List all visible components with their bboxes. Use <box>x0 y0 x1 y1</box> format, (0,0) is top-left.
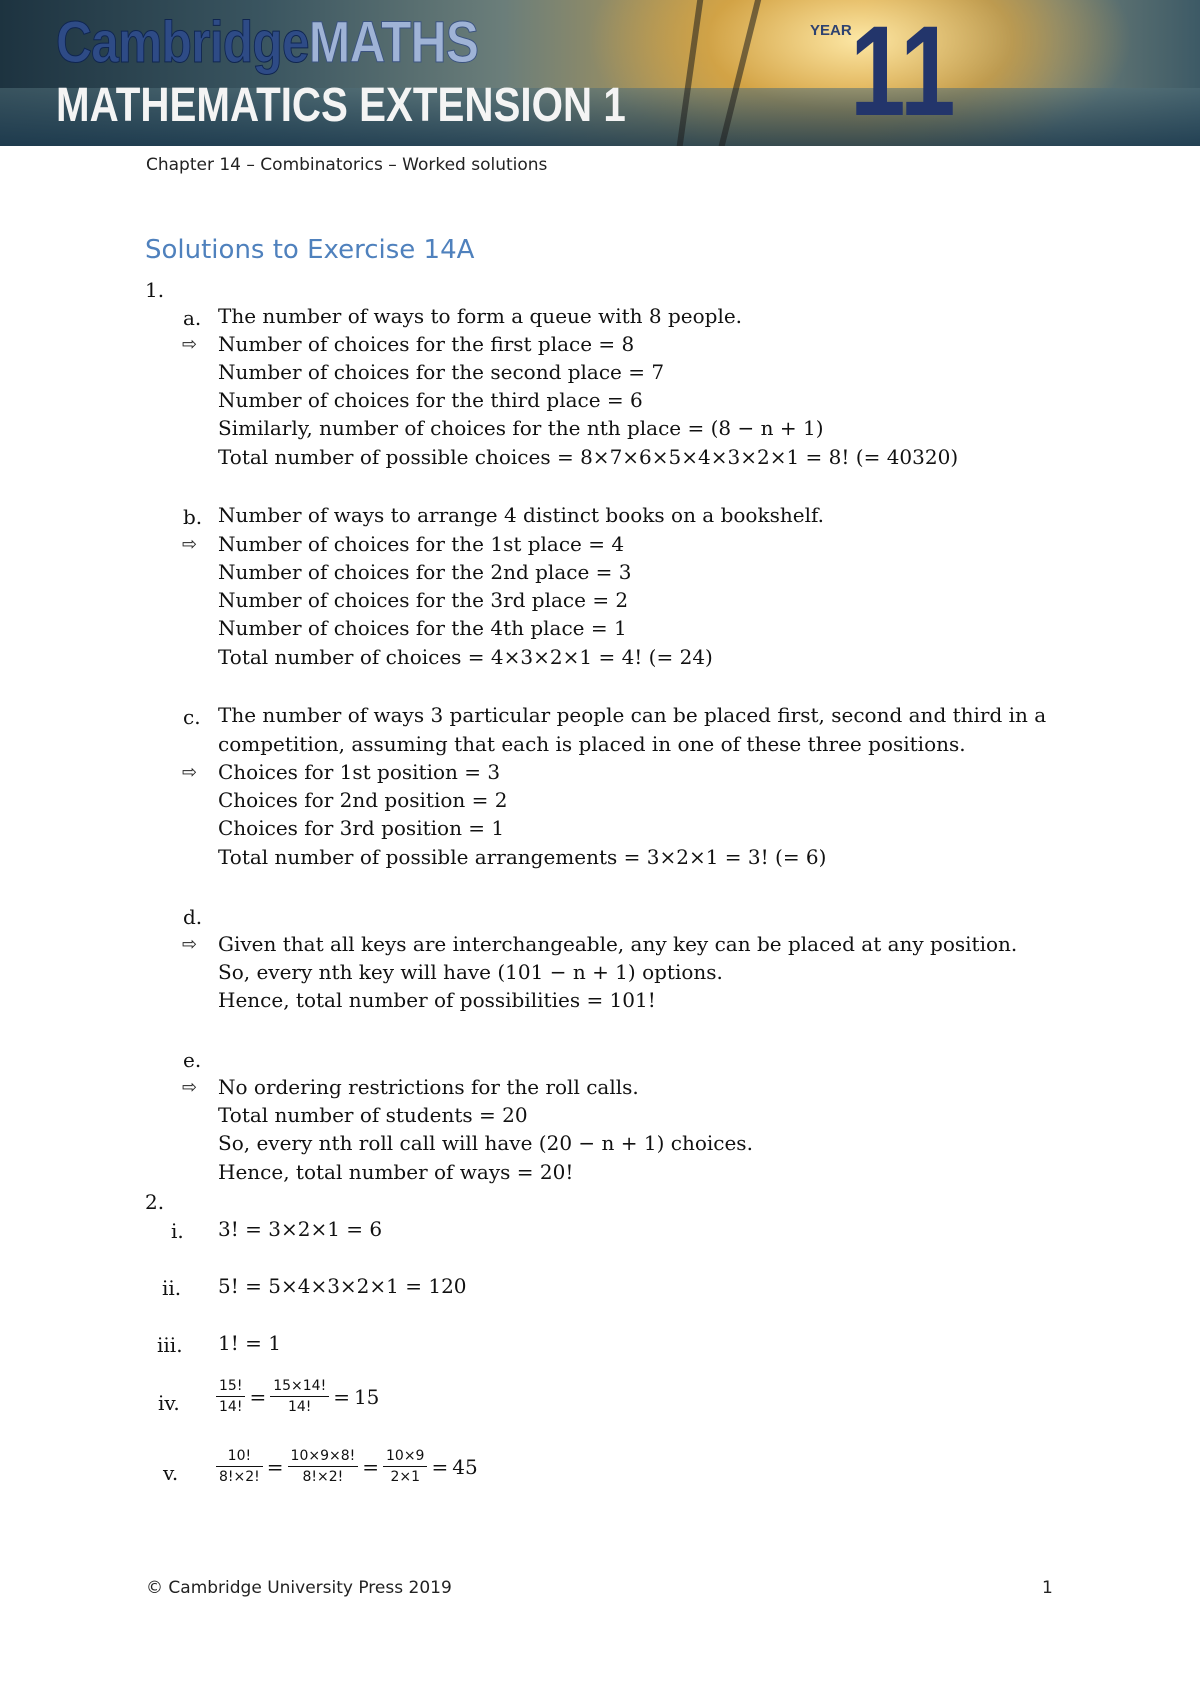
part-label: iv. <box>158 1391 180 1415</box>
fraction: $\frac{10\times 9}{2\times 1}$ <box>383 1448 427 1485</box>
solution-line: Choices for 1st position = 3 <box>218 760 501 784</box>
solution-line: Number of choices for the 2nd place = 3 <box>218 560 632 584</box>
copyright-footer: © Cambridge University Press 2019 <box>146 1578 452 1598</box>
solution-line: 3! = 3×2×1 = 6 <box>218 1217 383 1241</box>
solution-line: 1! = 1 <box>218 1331 281 1355</box>
subject-title: MATHEMATICS EXTENSION 1 <box>56 79 626 132</box>
year-number: 11 <box>850 0 956 143</box>
result-value: 15 <box>353 1384 380 1409</box>
solution-line: Total number of choices = 4×3×2×1 = 4! (= 24) <box>218 645 713 669</box>
part-question: Number of ways to arrange 4 distinct books on a bookshelf. <box>218 503 825 527</box>
chapter-heading: Chapter 14 – Combinatorics – Worked solutions <box>146 155 548 175</box>
fraction: $\frac{10\times 9\times 8!}{8!\times 2!}$ <box>288 1448 359 1485</box>
solution-line: Hence, total number of ways = 20! <box>218 1160 574 1184</box>
arrow-icon: ⇨ <box>182 762 198 783</box>
solution-line: Number of choices for the 3rd place = 2 <box>218 588 629 612</box>
part-question: competition, assuming that each is placed in one of these three positions. <box>218 732 966 756</box>
fraction: $\frac{15\times 14!}{14!}$ <box>270 1378 329 1415</box>
arrow-icon: ⇨ <box>182 934 198 955</box>
arrow-icon: ⇨ <box>182 534 198 555</box>
part-label: a. <box>183 306 202 330</box>
solution-line: Number of choices for the first place = 8 <box>218 332 635 356</box>
question-number: 2. <box>145 1190 165 1214</box>
fraction: $\frac{10!}{8!\times 2!}$ <box>216 1448 263 1485</box>
fraction: $\frac{15!}{14!}$ <box>216 1378 245 1415</box>
solution-line: Number of choices for the third place = 6 <box>218 388 643 412</box>
solution-line: Given that all keys are interchangeable, any key can be placed at any position. <box>218 932 1018 956</box>
fraction-equation: $\frac{15!}{14!}$ = $\frac{15\times 14!}{14!}$ = 15 <box>216 1378 379 1415</box>
part-question: The number of ways to form a queue with 8 people. <box>218 304 743 328</box>
solution-line: Choices for 3rd position = 1 <box>218 816 505 840</box>
part-label: d. <box>183 905 203 929</box>
solution-line: 5! = 5×4×3×2×1 = 120 <box>218 1274 467 1298</box>
solution-line: So, every nth roll call will have (20 − n + 1) choices. <box>218 1131 753 1155</box>
part-label: b. <box>183 505 203 529</box>
part-label: c. <box>183 705 201 729</box>
part-question: The number of ways 3 particular people can be placed first, second and third in a <box>218 703 1047 727</box>
result-value: 45 <box>452 1454 478 1479</box>
solution-line: Total number of students = 20 <box>218 1103 528 1127</box>
part-label: ii. <box>162 1276 182 1300</box>
solution-line: So, every nth key will have (101 − n + 1) options. <box>218 960 723 984</box>
part-label: iii. <box>157 1333 183 1357</box>
arrow-icon: ⇨ <box>182 334 198 355</box>
page-number: 1 <box>1042 1578 1053 1598</box>
part-label: e. <box>183 1048 202 1072</box>
solution-line: Similarly, number of choices for the nth place = (8 − n + 1) <box>218 416 824 440</box>
solution-line: Total number of possible choices = 8×7×6×5×4×3×2×1 = 8! (= 40320) <box>218 445 959 469</box>
header-banner <box>0 0 1200 146</box>
solution-line: Hence, total number of possibilities = 101! <box>218 988 656 1012</box>
cambridge-maths-logo: CambridgeMATHS <box>56 10 479 75</box>
solution-line: Total number of possible arrangements = 3×2×1 = 3! (= 6) <box>218 845 827 869</box>
exercise-title: Solutions to Exercise 14A <box>145 235 475 265</box>
solution-line: Number of choices for the 4th place = 1 <box>218 616 627 640</box>
solution-line: No ordering restrictions for the roll calls. <box>218 1075 639 1099</box>
solution-line: Choices for 2nd position = 2 <box>218 788 508 812</box>
year-label: YEAR <box>810 22 852 39</box>
solution-line: Number of choices for the 1st place = 4 <box>218 532 625 556</box>
part-label: i. <box>171 1219 184 1243</box>
part-label: v. <box>163 1461 179 1485</box>
arrow-icon: ⇨ <box>182 1077 198 1098</box>
solution-line: Number of choices for the second place = 7 <box>218 360 665 384</box>
fraction-equation: $\frac{10!}{8!\times 2!}$ = $\frac{10\times 9\times 8!}{8!\times 2!}$ = $\frac{10\times 9}{2\times 1}$ = 45 <box>216 1448 478 1485</box>
question-number: 1. <box>145 278 165 302</box>
